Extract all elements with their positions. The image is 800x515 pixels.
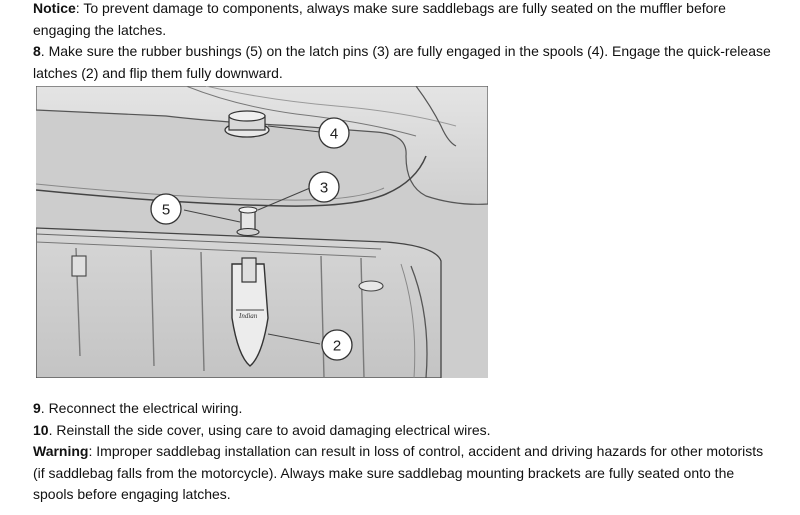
callout-2-label: 2 [332, 337, 342, 355]
warning-text: : Improper saddlebag installation can result in loss of control, accident and driving hazards for other motorists (if saddlebag falls from the motorcycle). Always make sure saddlebag mounting brackets are fully seated onto the spools before engaging latches. [33, 443, 764, 502]
step-10-number: 10 [33, 422, 49, 438]
warning-paragraph [33, 441, 773, 506]
callout-5 [151, 194, 181, 224]
callout-2 [322, 330, 352, 360]
callout-5-label: 5 [161, 201, 171, 219]
callout-3-label: 3 [319, 179, 329, 197]
step-9-text: . Reconnect the electrical wiring. [40, 400, 243, 416]
step-9-number: 9 [33, 400, 41, 416]
step-10-paragraph [33, 420, 773, 442]
step-8-text: . Make sure the rubber bushings (5) on the latch pins (3) are fully engaged in the spools (4). Engage the quick-release latches (2) and flip them fully downward. [33, 43, 771, 81]
step-8-number: 8 [33, 43, 41, 59]
saddlebag-latch-illustration [36, 86, 488, 378]
callout-3 [309, 172, 339, 202]
svg-text:Indian: Indian [239, 312, 258, 320]
notice-paragraph [33, 0, 773, 41]
warning-label: Warning [33, 443, 89, 459]
notice-label: Notice [33, 0, 76, 16]
step-8-paragraph [33, 41, 773, 84]
callout-4 [319, 118, 349, 148]
callout-4-label: 4 [329, 125, 339, 143]
step-10-text: . Reinstall the side cover, using care to avoid damaging electrical wires. [48, 422, 491, 438]
step-9-paragraph [33, 398, 773, 420]
notice-text: : To prevent damage to components, always make sure saddlebags are fully seated on the muffler before engaging the latches. [33, 0, 726, 38]
